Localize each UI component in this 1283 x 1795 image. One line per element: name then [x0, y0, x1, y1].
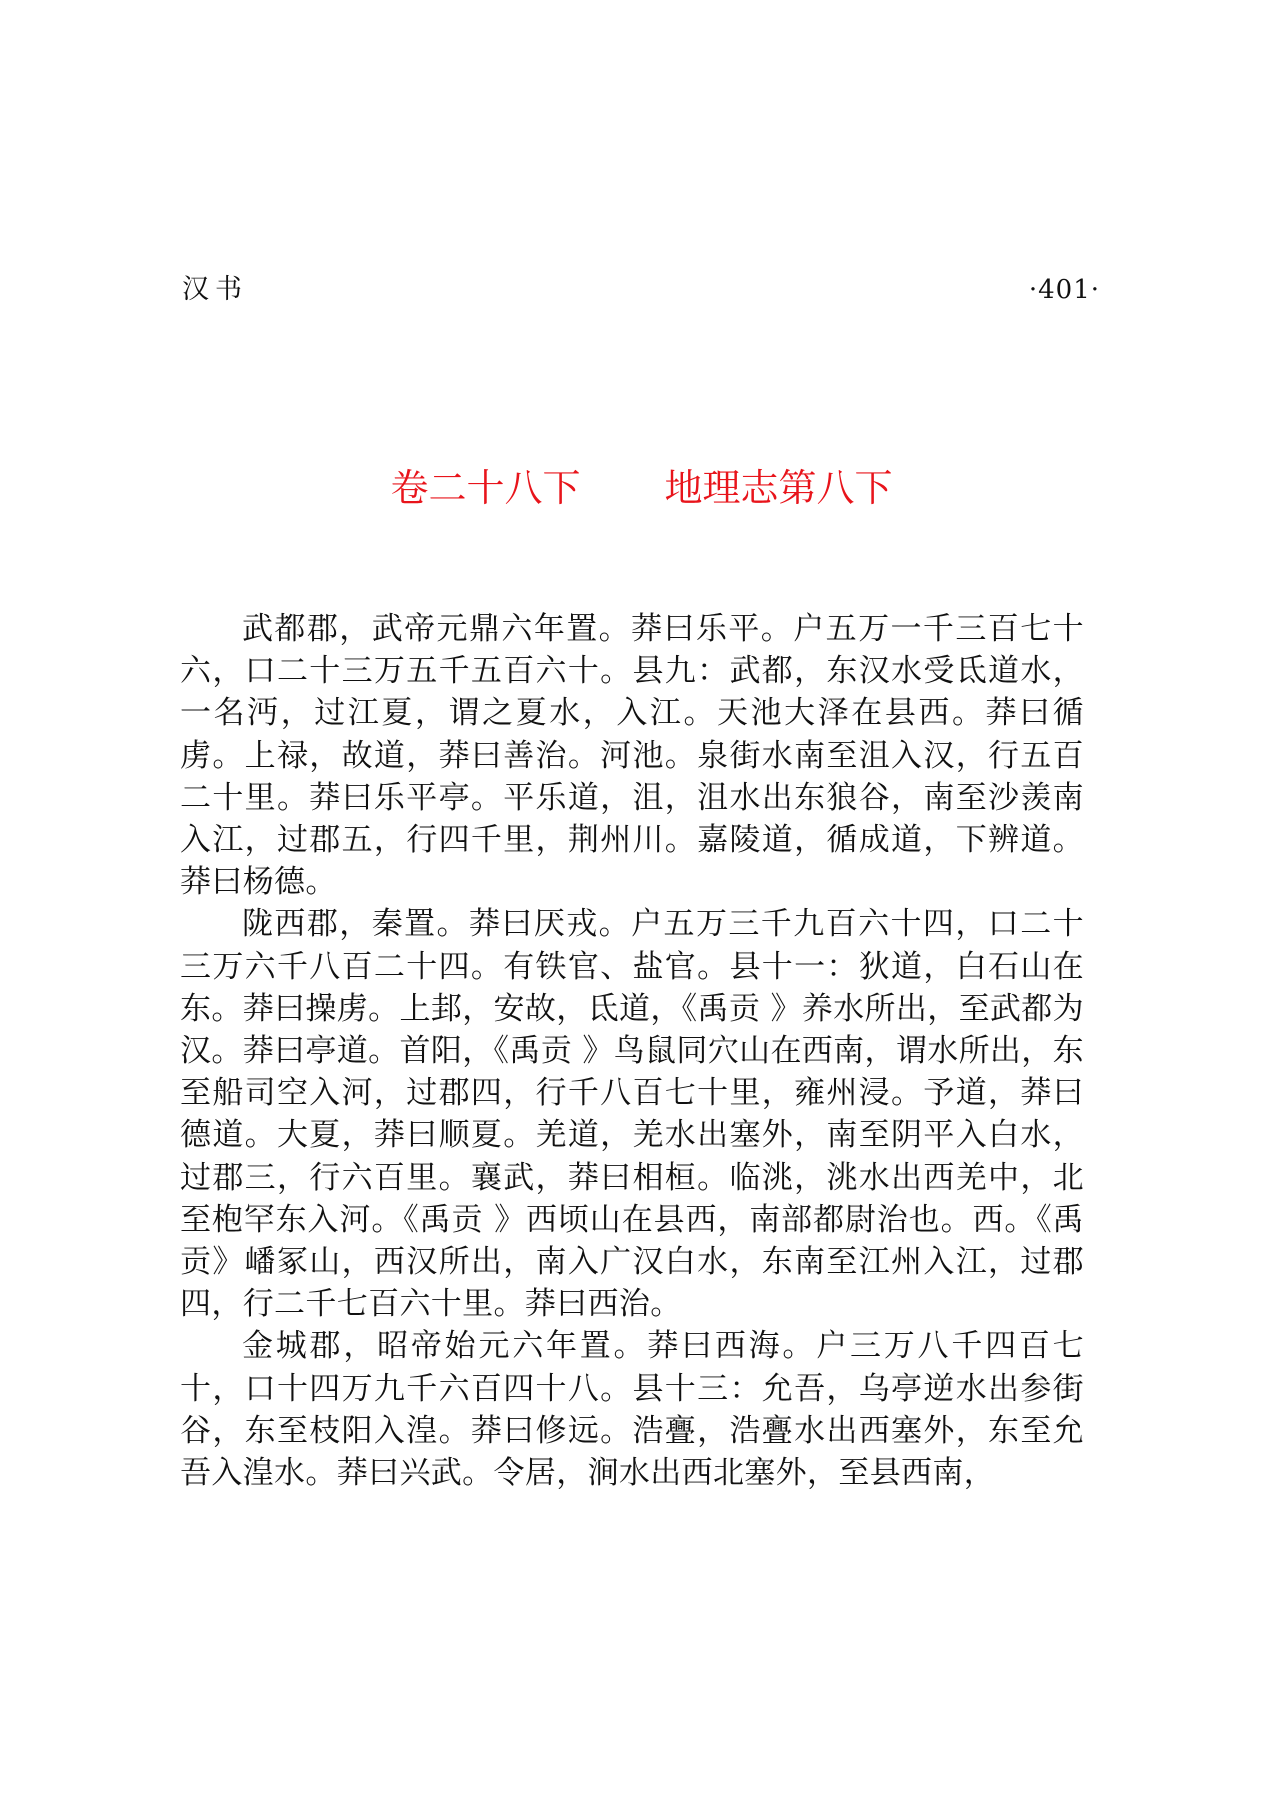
running-head [182, 270, 1100, 310]
paragraph-jincheng: 金城郡，昭帝始元六年置。莽曰西海。户三万八千四百七十，口十四万九千六百四十八。县十三：允吾，乌亭逆水出参街谷，东至枝阳入湟。莽曰修远。浩亹，浩亹水出西塞外，东至允吾入湟水。莽曰兴武。令居，涧水出西北塞外，至县西南， [180, 1328, 1084, 1492]
paragraph-longxi: 陇西郡，秦置。莽曰厌戎。户五万三千九百六十四，口二十三万六千八百二十四。有铁官、盐官。县十一：狄道，白石山在东。莽曰操虏。上邽，安故，氐道，《禹贡 》养水所出，至武都为汉。莽曰亭道。首阳，《禹贡 》鸟鼠同穴山在西南，谓水所出，东至船司空入河，过郡四，行千八百七十里，雍州浸。予道，莽曰德道。大夏，莽曰顺夏。羌道，羌水出塞外，南至阴平入白水，过郡三，行六百里。襄武，莽曰相桓。临洮，洮水出西羌中，北至枹罕东入河。《禹贡 》西顷山在县西，南部都尉治也。西。《禹贡》嶓冢山，西汉所出，南入广汉白水，东南至江州入江，过郡四，行二千七百六十里。莽曰西治。 [180, 906, 1084, 1323]
book-title: 汉书 [182, 274, 248, 305]
chapter-volume: 卷二十八下 [390, 466, 581, 510]
chapter-title: 地理志第八下 [664, 466, 893, 510]
body-text [180, 608, 1084, 1494]
page-number: ·401· [1028, 275, 1100, 305]
chapter-heading [0, 458, 1283, 518]
paragraph-wudu: 武都郡，武帝元鼎六年置。莽曰乐平。户五万一千三百七十六，口二十三万五千五百六十。县九：武都，东汉水受氐道水，一名沔，过江夏，谓之夏水，入江。天池大泽在县西。莽曰循虏。上禄，故道，莽曰善治。河池。泉街水南至沮入汉，行五百二十里。莽曰乐平亭。平乐道，沮，沮水出东狼谷，南至沙羡南入江，过郡五，行四千里，荆州川。嘉陵道，循成道，下辨道。莽曰杨德。 [180, 611, 1084, 901]
